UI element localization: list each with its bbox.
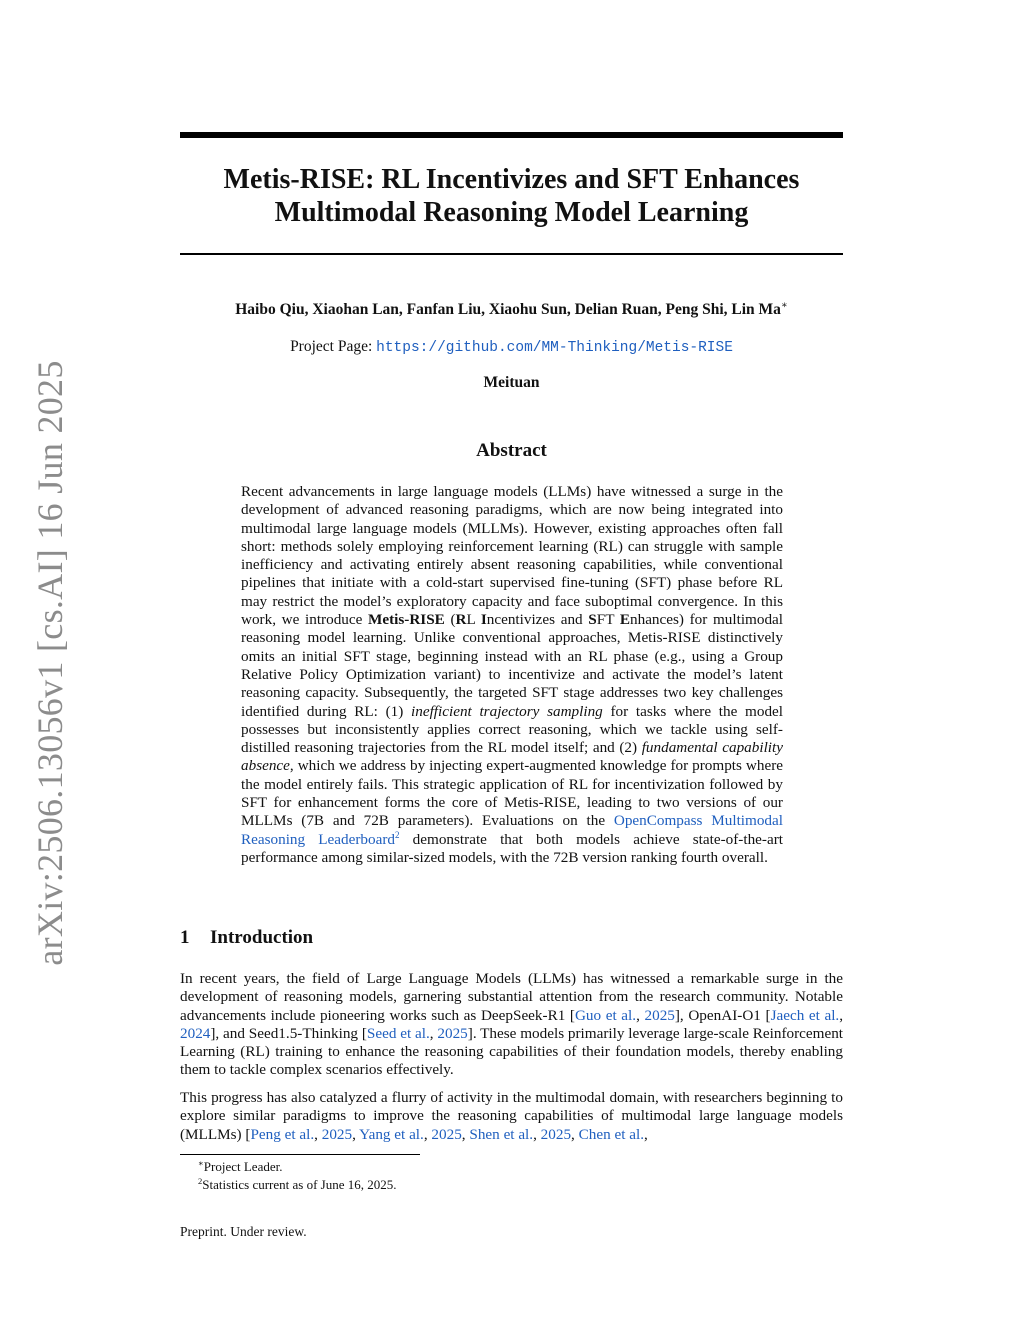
citation-peng-year[interactable]: 2025 [321, 1125, 353, 1143]
citation-shen[interactable]: Shen et al. [469, 1125, 534, 1143]
arxiv-identifier: arXiv:2506.13056v1 [cs.AI] 16 Jun 2025 [30, 360, 70, 966]
preprint-note: Preprint. Under review. [180, 1224, 307, 1239]
section-heading-introduction [180, 927, 313, 949]
emphasis-inefficient-sampling: inefficient trajectory sampling [411, 702, 603, 720]
citation-seed-year[interactable]: 2025 [437, 1024, 468, 1042]
title-top-rule [180, 132, 843, 138]
emphasis-capability-absence: fundamental capability absence [241, 739, 783, 775]
title-bottom-rule [180, 253, 843, 255]
intro-paragraph-1: In recent years, the field of Large Language Models (LLMs) has witnessed a remarkable surge in the development of reasoning models, garnering substantial attention from the research community. Notable advancements include pioneering works such as DeepSeek-R1 [Guo et al., 2025], OpenAI-O1 [Jaech et al., 2024], and Seed1.5-Thinking [Seed et al., 2025]. These models primarily leverage large-scale Reinforcement Learning (RL) training to enhance the reasoning capabilities of their foundation models, thereby enabling them to tackle complex scenarios effectively. [180, 970, 844, 1079]
affiliation: Meituan [483, 374, 540, 391]
section-title: Introduction [210, 927, 314, 948]
title-line-2: Multimodal Reasoning Model Learning [274, 197, 749, 228]
project-url-link[interactable]: https://github.com/MM-Thinking/Metis-RISE [376, 340, 733, 356]
project-label: Project Page: [290, 338, 377, 355]
footnote-2 [198, 1176, 397, 1193]
citation-chen[interactable]: Chen et al. [578, 1125, 645, 1143]
citation-jaech-year[interactable]: 2024 [180, 1024, 211, 1042]
leaderboard-link[interactable]: OpenCompass Multimodal Reasoning Leaderboard [241, 812, 783, 848]
section-number: 1 [180, 927, 190, 948]
footnote-2-mark: 2 [198, 1176, 203, 1186]
footnote-rule [180, 1154, 420, 1155]
citation-shen-year[interactable]: 2025 [540, 1125, 572, 1143]
footnote-2-ref[interactable]: 2 [395, 829, 400, 840]
citation-seed[interactable]: Seed et al. [366, 1024, 430, 1042]
author-list [180, 300, 843, 319]
citation-peng[interactable]: Peng et al. [250, 1125, 315, 1143]
citation-yang-year[interactable]: 2025 [431, 1125, 462, 1143]
intro-paragraph-2: This progress has also catalyzed a flurry of activity in the multimodal domain, with researchers beginning to explore similar paradigms to improve the reasoning capabilities of multimodal large language models (MLLMs) [Peng et al., 2025, Yang et al., 2025, Shen et al., 2025, Chen et al., [180, 1089, 843, 1143]
citation-guo-year[interactable]: 2025 [644, 1006, 675, 1024]
abstract-heading: Abstract [476, 440, 547, 461]
footnote-2-text: Statistics current as of June 16, 2025. [202, 1177, 397, 1192]
footnote-1-mark: ∗ [198, 1158, 204, 1168]
footnote-1-text: Project Leader. [203, 1159, 283, 1174]
footnote-1 [198, 1158, 282, 1175]
citation-yang[interactable]: Yang et al. [359, 1125, 424, 1143]
author-footnote-mark: ∗ [780, 300, 788, 311]
project-page [180, 338, 843, 356]
abstract-body: Recent advancements in large language models (LLMs) have witnessed a surge in the development of advanced reasoning paradigms, which are now being integrated into multimodal large language models (MLLMs). However, existing approaches often fall short: methods solely employing reinforcement learning (RL) can struggle with sample inefficiency and activating entirely absent reasoning capabilities, while conventional pipelines that initiate with a cold-start supervised fine-tuning (SFT) phase before RL may restrict the model’s exploratory capacity and face suboptimal convergence. In this work, we introduce Metis-RISE (RL Incentivizes and SFT Enhances) for multimodal reasoning model learning. Unlike conventional approaches, Metis-RISE distinctively omits an initial SFT stage, beginning instead with an RL phase (e.g., using a Group Relative Policy Optimization variant) to incentivize and activate the model’s latent reasoning capacity. Subsequently, the targeted SFT stage addresses two key challenges identified during RL: (1) inefficient trajectory sampling for tasks where the model possesses but inconsistently applies correct reasoning, which we tackle using self-distilled reasoning trajectories from the RL model itself; and (2) fundamental capability absence, which we address by injecting expert-augmented knowledge for prompts where the model entirely fails. This strategic application of RL for incentivization followed by SFT for enhancement forms the core of Metis-RISE, leading to two versions of our MLLMs (7B and 72B parameters). Evaluations on the OpenCompass Multimodal Reasoning Leaderboard$^2$ demonstrate that both models achieve state-of-the-art performance among similar-sized models, with the 72B version ranking fourth overall. [241, 483, 784, 866]
authors-text: Haibo Qiu, Xiaohan Lan, Fanfan Liu, Xiaohu Sun, Delian Ruan, Peng Shi, Lin Ma [235, 301, 781, 318]
title-line-1: Metis-RISE: RL Incentivizes and SFT Enhances [223, 164, 800, 195]
method-name: Metis-RISE [368, 611, 445, 629]
paper-title [180, 163, 843, 229]
citation-jaech[interactable]: Jaech et al. [770, 1006, 840, 1024]
citation-guo[interactable]: Guo et al. [574, 1006, 637, 1024]
